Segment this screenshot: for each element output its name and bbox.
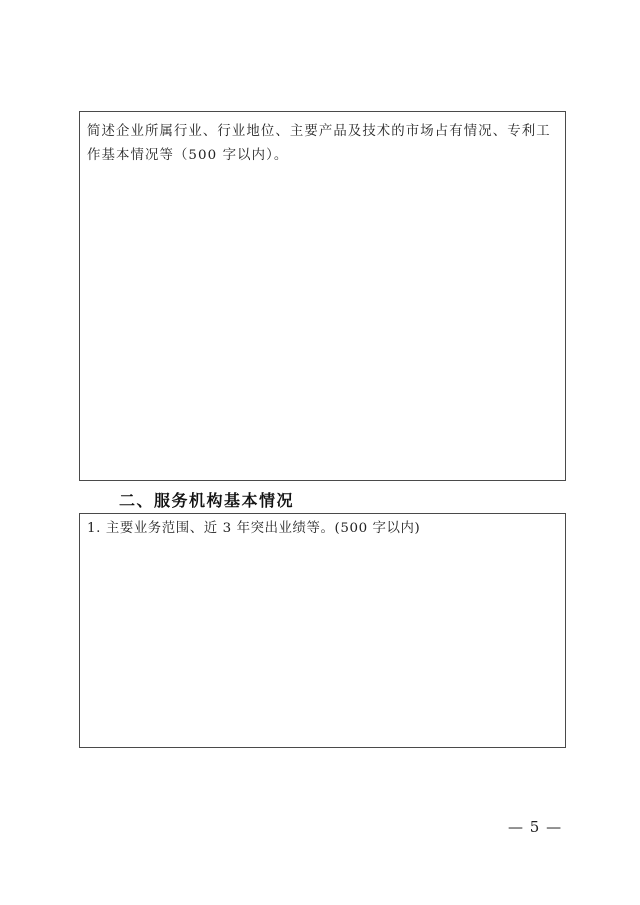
service-agency-box[interactable] xyxy=(79,513,566,748)
company-overview-prompt: 简述企业所属行业、行业地位、主要产品及技术的市场占有情况、专利工作基本情况等（500 字以内）。 xyxy=(87,124,551,163)
page-number: — 5 — xyxy=(508,818,563,836)
service-agency-prompt: 1. 主要业务范围、近 3 年突出业绩等。(500 字以内) xyxy=(87,521,421,536)
company-overview-box[interactable] xyxy=(79,111,566,481)
service-agency-heading: 二、服务机构基本情况 xyxy=(119,491,295,510)
